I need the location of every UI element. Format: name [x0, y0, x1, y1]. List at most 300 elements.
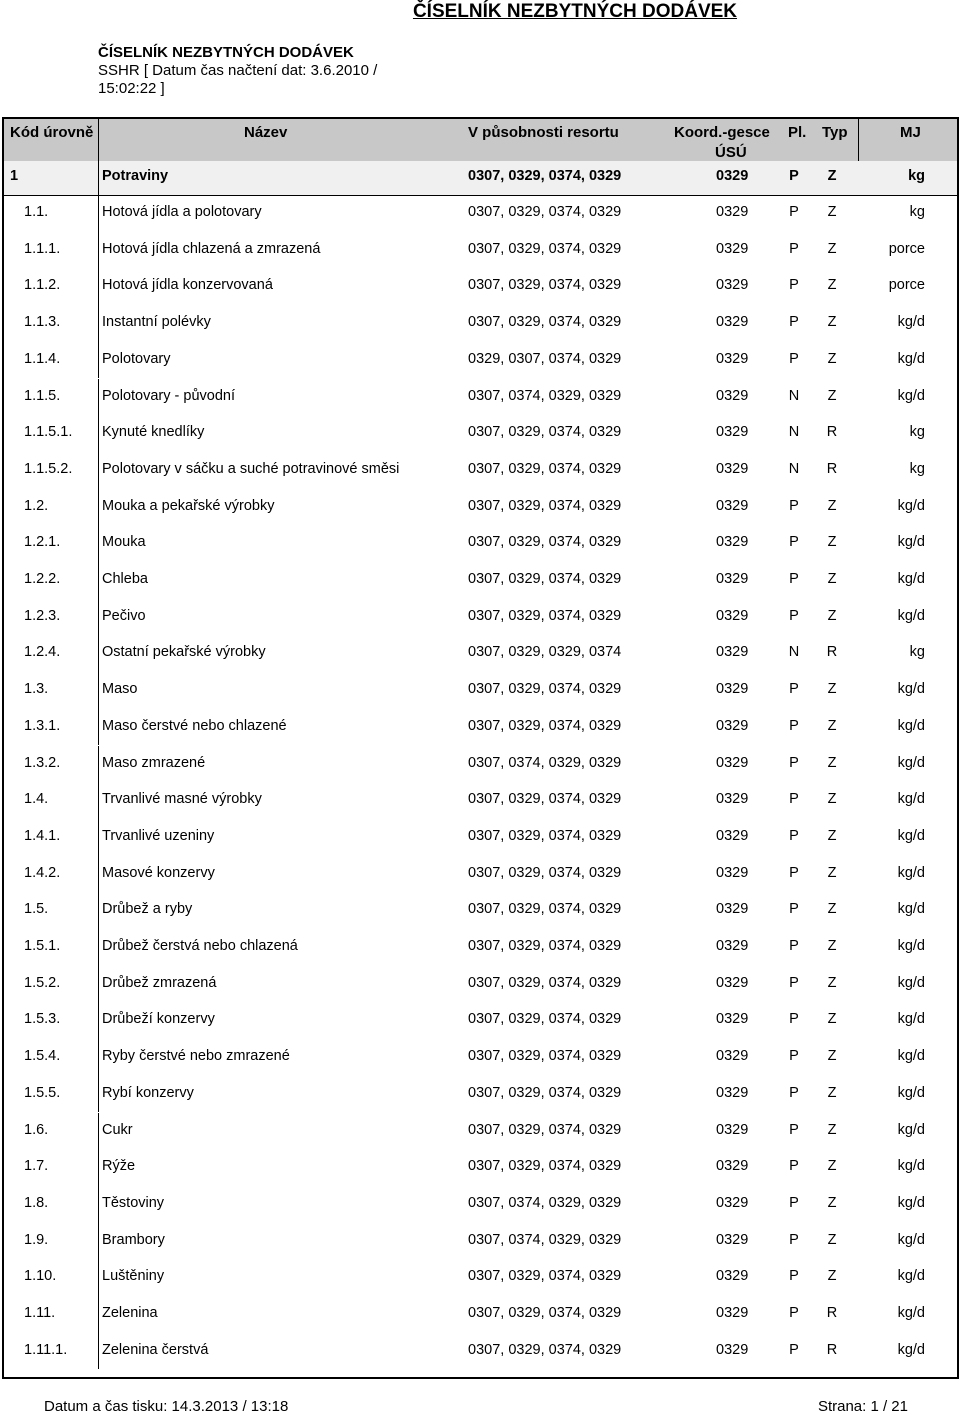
row-typ: R	[826, 424, 838, 441]
row-mj: kg	[909, 424, 925, 441]
row-resort: 0307, 0329, 0329, 0374	[468, 644, 622, 661]
row-code: 1.5.1.	[24, 938, 61, 954]
row-name: Hotová jídla chlazená a zmrazená	[102, 240, 321, 257]
row-resort: 0307, 0329, 0374, 0329	[468, 864, 622, 881]
row-mj: kg	[909, 460, 925, 477]
row-koord: 0329	[716, 168, 749, 184]
row-pl: N	[788, 424, 800, 441]
table-row	[4, 232, 957, 269]
row-koord: 0329	[716, 204, 749, 220]
row-name: Hotová jídla a polotovary	[102, 204, 262, 220]
row-typ: R	[826, 644, 838, 661]
table-row	[4, 452, 957, 489]
supplies-table	[2, 117, 959, 1379]
row-typ: Z	[827, 974, 837, 991]
name-divider	[98, 489, 99, 526]
row-code: 1.6.	[24, 1121, 49, 1138]
row-pl: P	[789, 938, 799, 954]
table-row	[4, 709, 957, 746]
row-resort: 0307, 0329, 0374, 0329	[468, 1121, 622, 1138]
row-pl: P	[789, 1048, 799, 1065]
row-name: Polotovary - původní	[102, 387, 235, 404]
row-name: Hotová jídla konzervovaná	[102, 277, 273, 294]
row-code: 1.7.	[24, 1158, 49, 1175]
row-typ: Z	[827, 314, 837, 331]
row-typ: Z	[827, 791, 837, 808]
row-resort: 0307, 0374, 0329, 0329	[468, 387, 622, 404]
row-mj: kg/d	[897, 1048, 925, 1065]
row-koord: 0329	[716, 644, 749, 661]
table-row	[4, 1039, 957, 1076]
row-resort: 0307, 0329, 0374, 0329	[468, 974, 622, 991]
report-subtitle: SSHR [ Datum čas načtení dat: 3.6.2010 / 15:02:22 ]	[98, 62, 378, 97]
row-koord: 0329	[716, 1158, 749, 1175]
name-divider	[98, 966, 99, 1003]
page-number: Strana: 1 / 21	[817, 1398, 908, 1415]
row-name: Trvanlivé uzeniny	[102, 827, 215, 844]
header-mj: MJ	[900, 124, 921, 141]
row-koord: 0329	[716, 938, 749, 954]
row-code: 1.2.1.	[24, 534, 61, 551]
row-typ: Z	[827, 350, 837, 367]
row-code: 1.11.	[24, 1305, 56, 1321]
name-divider	[98, 856, 99, 893]
row-pl: P	[789, 168, 799, 184]
row-mj: kg/d	[897, 827, 925, 844]
row-typ: Z	[827, 717, 837, 734]
row-name: Drůbež čerstvá nebo chlazená	[102, 938, 298, 954]
header-name: Název	[244, 124, 288, 141]
row-code: 1.3.2.	[24, 754, 61, 771]
header-pl: Pl.	[788, 124, 807, 141]
row-resort: 0307, 0329, 0374, 0329	[468, 1084, 622, 1101]
row-koord: 0329	[716, 1121, 749, 1138]
row-typ: Z	[827, 204, 837, 220]
row-pl: P	[789, 1305, 799, 1321]
row-typ: Z	[827, 1084, 837, 1101]
row-typ: Z	[827, 1268, 837, 1285]
row-pl: P	[789, 314, 799, 331]
print-date: Datum a čas tisku: 14.3.2013 / 13:18	[44, 1398, 289, 1415]
row-koord: 0329	[716, 497, 749, 514]
row-typ: Z	[827, 534, 837, 551]
row-typ: Z	[827, 571, 837, 587]
row-koord: 0329	[716, 571, 749, 587]
row-pl: P	[789, 1268, 799, 1285]
row-code: 1	[10, 168, 19, 184]
row-code: 1.4.2.	[24, 864, 61, 881]
table-row	[4, 562, 957, 599]
row-typ: Z	[827, 1194, 837, 1211]
row-koord: 0329	[716, 681, 749, 698]
name-divider	[98, 268, 99, 305]
row-name: Maso zmrazené	[102, 754, 206, 771]
row-mj: kg/d	[897, 534, 925, 551]
row-koord: 0329	[716, 607, 749, 624]
row-typ: Z	[827, 497, 837, 514]
name-divider	[98, 672, 99, 709]
row-code: 1.1.	[24, 204, 49, 220]
row-code: 1.1.2.	[24, 277, 61, 294]
row-resort: 0307, 0329, 0374, 0329	[468, 460, 622, 477]
row-resort: 0307, 0329, 0374, 0329	[468, 607, 622, 624]
table-row	[4, 1296, 957, 1333]
table-row	[4, 635, 957, 672]
row-mj: kg/d	[897, 314, 925, 331]
name-divider	[98, 232, 99, 269]
row-koord: 0329	[716, 277, 749, 294]
name-divider	[98, 415, 99, 452]
row-name: Polotovary	[102, 350, 171, 367]
row-code: 1.4.	[24, 791, 49, 808]
header-koord: Koord.-gesce	[674, 124, 770, 141]
row-koord: 0329	[716, 901, 749, 918]
row-resort: 0307, 0329, 0374, 0329	[468, 277, 622, 294]
row-name: Drůbež a ryby	[102, 901, 193, 918]
row-resort: 0307, 0329, 0374, 0329	[468, 240, 622, 257]
row-resort: 0307, 0329, 0374, 0329	[468, 1158, 622, 1175]
row-code: 1.1.5.2.	[24, 460, 73, 477]
row-pl: P	[789, 534, 799, 551]
row-typ: Z	[827, 827, 837, 844]
row-typ: Z	[827, 681, 837, 698]
table-row	[4, 746, 957, 783]
table-row	[4, 1002, 957, 1039]
row-mj: kg/d	[897, 571, 925, 587]
row-mj: kg	[909, 204, 925, 220]
row-typ: Z	[827, 938, 837, 954]
row-code: 1.10.	[24, 1268, 57, 1285]
row-name: Zelenina	[102, 1305, 158, 1321]
row-pl: P	[789, 974, 799, 991]
name-divider	[98, 452, 99, 489]
table-row	[4, 966, 957, 1003]
table-row	[4, 892, 957, 929]
row-koord: 0329	[716, 240, 749, 257]
row-code: 1.1.5.1.	[24, 424, 73, 441]
row-koord: 0329	[716, 864, 749, 881]
row-mj: kg/d	[897, 497, 925, 514]
row-typ: Z	[827, 607, 837, 624]
row-code: 1.8.	[24, 1194, 49, 1211]
row-mj: kg/d	[897, 681, 925, 698]
name-divider	[98, 1002, 99, 1039]
row-typ: R	[826, 1341, 838, 1358]
row-resort: 0307, 0329, 0374, 0329	[468, 571, 622, 587]
table-row	[4, 1333, 957, 1370]
row-typ: Z	[827, 1121, 837, 1138]
row-pl: P	[789, 827, 799, 844]
name-divider	[98, 1186, 99, 1223]
row-mj: kg/d	[897, 1305, 925, 1321]
row-resort: 0307, 0329, 0374, 0329	[468, 681, 622, 698]
row-resort: 0307, 0374, 0329, 0329	[468, 1194, 622, 1211]
row-resort: 0329, 0307, 0374, 0329	[468, 350, 622, 367]
table-row	[4, 1113, 957, 1150]
row-pl: P	[789, 681, 799, 698]
document-title	[0, 0, 960, 26]
row-name: Kynuté knedlíky	[102, 424, 205, 441]
header-divider	[98, 119, 99, 161]
header-typ: Typ	[822, 124, 848, 141]
row-mj: kg/d	[897, 1268, 925, 1285]
name-divider	[98, 342, 99, 379]
row-typ: R	[826, 460, 838, 477]
row-code: 1.5.	[24, 901, 49, 918]
row-name: Ostatní pekařské výrobky	[102, 644, 266, 661]
report-title: ČÍSELNÍK NEZBYTNÝCH DODÁVEK	[98, 44, 354, 61]
name-divider	[98, 305, 99, 342]
row-mj: kg/d	[897, 1121, 925, 1138]
row-name: Drůbež zmrazená	[102, 974, 217, 991]
row-name: Chleba	[102, 571, 148, 587]
row-code: 1.3.1.	[24, 717, 61, 734]
page-footer	[0, 1398, 960, 1416]
row-pl: P	[789, 1341, 799, 1358]
row-name: Trvanlivé masné výrobky	[102, 791, 262, 808]
table-row	[4, 1149, 957, 1186]
row-mj: kg/d	[897, 1341, 925, 1358]
row-resort: 0307, 0329, 0374, 0329	[468, 314, 622, 331]
row-name: Potraviny	[102, 168, 169, 184]
row-koord: 0329	[716, 1084, 749, 1101]
row-mj: kg/d	[897, 1011, 925, 1028]
row-code: 1.2.	[24, 497, 49, 514]
row-pl: P	[789, 791, 799, 808]
row-name: Instantní polévky	[102, 314, 211, 331]
row-mj: porce	[888, 240, 925, 257]
row-name: Ryby čerstvé nebo zmrazené	[102, 1048, 290, 1065]
row-resort: 0307, 0374, 0329, 0329	[468, 754, 622, 771]
row-koord: 0329	[716, 387, 749, 404]
row-koord: 0329	[716, 460, 749, 477]
row-pl: N	[788, 460, 800, 477]
row-pl: P	[789, 571, 799, 587]
document-title-text: ČÍSELNÍK NEZBYTNÝCH DODÁVEK	[412, 1, 738, 22]
table-row	[4, 672, 957, 709]
row-resort: 0307, 0329, 0374, 0329	[468, 424, 622, 441]
row-resort: 0307, 0329, 0374, 0329	[468, 901, 622, 918]
name-divider	[98, 929, 99, 966]
name-divider	[98, 709, 99, 746]
row-koord: 0329	[716, 791, 749, 808]
row-mj: kg/d	[897, 607, 925, 624]
row-typ: Z	[827, 1048, 837, 1065]
row-code: 1.1.4.	[24, 350, 61, 367]
row-resort: 0307, 0329, 0374, 0329	[468, 791, 622, 808]
table-row	[4, 305, 957, 342]
row-mj: kg/d	[897, 350, 925, 367]
row-koord: 0329	[716, 717, 749, 734]
name-divider	[98, 1149, 99, 1186]
row-resort: 0307, 0329, 0374, 0329	[468, 1011, 622, 1028]
row-resort: 0307, 0374, 0329, 0329	[468, 1231, 622, 1248]
row-typ: Z	[827, 1158, 837, 1175]
table-row	[4, 161, 957, 196]
row-mj: kg/d	[897, 864, 925, 881]
row-mj: kg/d	[897, 791, 925, 808]
row-resort: 0307, 0329, 0374, 0329	[468, 534, 622, 551]
row-koord: 0329	[716, 1048, 749, 1065]
name-divider	[98, 525, 99, 562]
row-resort: 0307, 0329, 0374, 0329	[468, 1048, 622, 1065]
row-koord: 0329	[716, 1341, 749, 1358]
name-divider	[98, 599, 99, 636]
row-resort: 0307, 0329, 0374, 0329	[468, 1341, 622, 1358]
name-divider	[98, 1223, 99, 1260]
row-name: Maso čerstvé nebo chlazené	[102, 717, 287, 734]
row-typ: Z	[827, 387, 837, 404]
table-row	[4, 415, 957, 452]
row-mj: kg/d	[897, 754, 925, 771]
name-divider	[98, 892, 99, 929]
row-resort: 0307, 0329, 0374, 0329	[468, 497, 622, 514]
table-row	[4, 856, 957, 893]
row-resort: 0307, 0329, 0374, 0329	[468, 204, 622, 220]
table-row	[4, 195, 957, 232]
row-resort: 0307, 0329, 0374, 0329	[468, 168, 622, 184]
name-divider	[98, 562, 99, 599]
row-code: 1.3.	[24, 681, 49, 698]
row-code: 1.2.2.	[24, 571, 61, 587]
row-pl: P	[789, 1084, 799, 1101]
table-row	[4, 929, 957, 966]
table-row	[4, 342, 957, 379]
row-mj: kg/d	[897, 1084, 925, 1101]
table-row	[4, 599, 957, 636]
row-pl: P	[789, 497, 799, 514]
row-pl: P	[789, 607, 799, 624]
name-divider	[98, 1259, 99, 1296]
row-koord: 0329	[716, 314, 749, 331]
table-row	[4, 819, 957, 856]
row-typ: Z	[827, 754, 837, 771]
row-mj: kg/d	[897, 387, 925, 404]
row-koord: 0329	[716, 350, 749, 367]
header-resort: V působnosti resortu	[468, 124, 619, 141]
table-row	[4, 525, 957, 562]
row-pl: N	[788, 387, 800, 404]
row-mj: kg/d	[897, 1158, 925, 1175]
row-koord: 0329	[716, 827, 749, 844]
row-code: 1.5.5.	[24, 1084, 61, 1101]
row-typ: Z	[827, 168, 837, 184]
table-row	[4, 782, 957, 819]
table-row	[4, 1259, 957, 1296]
table-row	[4, 1076, 957, 1113]
row-koord: 0329	[716, 754, 749, 771]
row-pl: P	[789, 1194, 799, 1211]
row-name: Brambory	[102, 1231, 165, 1248]
row-name: Luštěniny	[102, 1268, 165, 1285]
row-pl: P	[789, 1011, 799, 1028]
row-pl: P	[789, 350, 799, 367]
row-mj: kg/d	[897, 1194, 925, 1211]
row-mj: porce	[888, 277, 925, 294]
row-koord: 0329	[716, 424, 749, 441]
row-typ: R	[826, 1305, 838, 1321]
row-mj: kg/d	[897, 1231, 925, 1248]
row-pl: P	[789, 901, 799, 918]
row-code: 1.5.4.	[24, 1048, 61, 1065]
row-pl: P	[789, 717, 799, 734]
row-koord: 0329	[716, 1305, 749, 1321]
name-divider	[98, 635, 99, 672]
name-divider	[98, 1333, 99, 1370]
row-pl: P	[789, 277, 799, 294]
row-pl: P	[789, 864, 799, 881]
row-resort: 0307, 0329, 0374, 0329	[468, 717, 622, 734]
row-name: Mouka a pekařské výrobky	[102, 497, 275, 514]
table-row	[4, 379, 957, 416]
row-name: Zelenina čerstvá	[102, 1341, 209, 1358]
row-typ: Z	[827, 1231, 837, 1248]
name-divider	[98, 1076, 99, 1113]
row-mj: kg/d	[897, 717, 925, 734]
table-row	[4, 1223, 957, 1260]
row-pl: P	[789, 754, 799, 771]
row-koord: 0329	[716, 1011, 749, 1028]
row-code: 1.5.3.	[24, 1011, 61, 1028]
row-code: 1.4.1.	[24, 827, 61, 844]
row-resort: 0307, 0329, 0374, 0329	[468, 1305, 622, 1321]
table-row	[4, 489, 957, 526]
name-divider	[98, 1113, 99, 1150]
header-divider	[858, 119, 859, 161]
row-resort: 0307, 0329, 0374, 0329	[468, 938, 622, 954]
row-name: Cukr	[102, 1121, 133, 1138]
name-divider	[98, 746, 99, 783]
row-code: 1.1.5.	[24, 387, 61, 404]
row-koord: 0329	[716, 1268, 749, 1285]
header-koord-line2: ÚSÚ	[715, 144, 747, 161]
report-header	[98, 44, 418, 98]
row-pl: P	[789, 204, 799, 220]
row-mj: kg/d	[897, 938, 925, 954]
name-divider	[98, 379, 99, 416]
row-koord: 0329	[716, 1194, 749, 1211]
row-mj: kg	[908, 168, 925, 184]
row-typ: Z	[827, 864, 837, 881]
name-divider	[98, 161, 99, 195]
row-name: Rybí konzervy	[102, 1084, 194, 1101]
row-code: 1.1.1.	[24, 240, 61, 257]
row-koord: 0329	[716, 534, 749, 551]
row-pl: P	[789, 1158, 799, 1175]
row-koord: 0329	[716, 974, 749, 991]
row-code: 1.1.3.	[24, 314, 61, 331]
row-name: Mouka	[102, 534, 146, 551]
row-code: 1.5.2.	[24, 974, 61, 991]
row-code: 1.11.1.	[24, 1341, 68, 1358]
name-divider	[98, 1296, 99, 1333]
row-mj: kg/d	[897, 901, 925, 918]
row-mj: kg	[909, 644, 925, 661]
row-typ: Z	[827, 901, 837, 918]
row-name: Drůbeží konzervy	[102, 1011, 215, 1028]
row-pl: P	[789, 1121, 799, 1138]
table-row	[4, 268, 957, 305]
table-header	[4, 119, 957, 162]
row-name: Těstoviny	[102, 1194, 165, 1211]
row-code: 1.2.3.	[24, 607, 61, 624]
row-name: Maso	[102, 681, 138, 698]
row-name: Polotovary v sáčku a suché potravinové směsi	[102, 460, 400, 477]
row-code: 1.2.4.	[24, 644, 61, 661]
row-name: Rýže	[102, 1158, 136, 1175]
header-code: Kód úrovně	[10, 124, 94, 141]
name-divider	[98, 1039, 99, 1076]
